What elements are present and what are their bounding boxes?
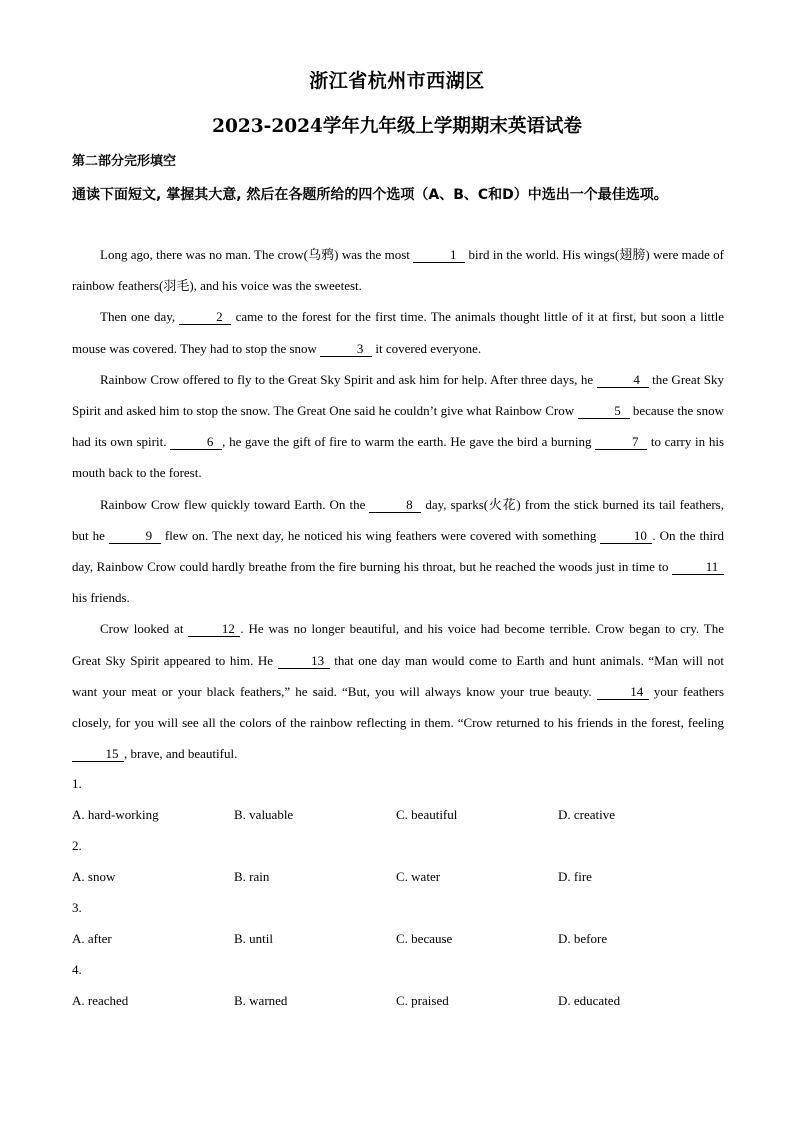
exam-title-year: 2023-2024学年九年级上学期期末英语试卷 <box>212 116 582 137</box>
question-number: 4. <box>72 962 82 977</box>
option-c[interactable]: C. water <box>396 869 441 884</box>
question-number: 1. <box>72 776 82 791</box>
option-d[interactable]: D. educated <box>558 993 621 1008</box>
question-number: 3. <box>72 900 82 915</box>
option-a[interactable]: A. reached <box>72 993 129 1008</box>
blank-3: 3 <box>320 342 372 357</box>
passage-text: . He was no longer beautiful, and his voice had become terrible. Crow began to cry. The Great Sky Spirit appeared to him. He <box>72 621 725 668</box>
passage-text: , he gave the gift of fire to warm the earth. He gave the bird a burning <box>222 434 596 450</box>
option-row <box>72 861 724 892</box>
blank-11: 11 <box>672 560 724 575</box>
section-title: 第二部分完形填空 <box>72 154 177 169</box>
option-d[interactable]: D. before <box>558 931 608 946</box>
option-c[interactable]: C. because <box>396 931 453 946</box>
option-d[interactable]: D. creative <box>558 807 616 822</box>
passage-text: Long ago, there was no man. The crow(乌鸦) was the most <box>100 247 414 262</box>
option-b[interactable]: B. warned <box>234 993 288 1008</box>
exam-title-region: 浙江省杭州市西湖区 <box>309 70 485 92</box>
passage-text: came to the forest for the first time. The animals thought little of it at first, but soon a little mouse was covered. They had to stop the snow <box>72 309 724 356</box>
blank-5: 5 <box>578 404 630 419</box>
passage-paragraph-4 <box>72 489 724 614</box>
passage-text: day, sparks(火花) from the stick burned its tail feathers, but he <box>72 496 724 543</box>
blank-9: 9 <box>109 529 161 544</box>
passage-text: bird in the world. His wings(翅膀) were made of rainbow feathers(羽毛), and his voice was the sweetest. <box>72 247 724 294</box>
passage-paragraph-5 <box>72 613 724 769</box>
passage-paragraph-3 <box>72 364 724 489</box>
blank-15: 15 <box>72 747 124 762</box>
passage-text: to carry in his mouth back to the forest. <box>72 434 725 481</box>
question-3 <box>72 892 724 954</box>
option-row <box>72 799 724 830</box>
blank-8: 8 <box>369 498 421 513</box>
option-d[interactable]: D. fire <box>558 869 592 884</box>
instructions: 通读下面短文, 掌握其大意, 然后在各题所给的四个选项（A、B、C和D）中选出一个最佳选项。 <box>72 187 668 203</box>
blank-4: 4 <box>597 373 649 388</box>
blank-6: 6 <box>170 435 222 450</box>
option-a[interactable]: A. snow <box>72 869 116 884</box>
passage-text: Then one day, <box>100 309 180 325</box>
option-a[interactable]: A. hard-working <box>72 807 159 822</box>
question-2 <box>72 830 724 892</box>
passage-text: it covered everyone. <box>372 340 482 356</box>
question-1 <box>72 768 724 830</box>
option-a[interactable]: A. after <box>72 931 112 946</box>
option-c[interactable]: C. beautiful <box>396 807 458 822</box>
passage-text: because the snow had its own spirit. <box>72 403 725 450</box>
blank-2: 2 <box>179 310 231 325</box>
passage-text: Rainbow Crow offered to fly to the Great Sky Spirit and ask him for help. After three days, he <box>100 371 597 387</box>
passage-paragraph-1 <box>72 239 724 301</box>
blank-1: 1 <box>413 248 465 263</box>
passage-text: , brave, and beautiful. <box>124 746 238 762</box>
blank-7: 7 <box>595 435 647 450</box>
passage-text: that one day man would come to Earth and hunt animals. “Man will not want your meat or your black feathers,” he said. “But, you will always know your true beauty. <box>72 652 724 699</box>
option-c[interactable]: C. praised <box>396 993 449 1008</box>
blank-13: 13 <box>278 654 330 669</box>
blank-14: 14 <box>597 685 649 700</box>
passage-text: his friends. <box>72 590 130 606</box>
question-4 <box>72 954 724 1016</box>
passage-text: Crow looked at <box>100 621 189 637</box>
option-b[interactable]: B. until <box>234 931 274 946</box>
option-b[interactable]: B. rain <box>234 869 270 884</box>
option-b[interactable]: B. valuable <box>234 807 294 822</box>
passage-text: Rainbow Crow flew quickly toward Earth. On the <box>100 496 370 512</box>
cloze-passage <box>72 239 724 769</box>
option-row <box>72 985 724 1016</box>
question-number: 2. <box>72 838 82 853</box>
option-row <box>72 923 724 954</box>
blank-10: 10 <box>600 529 652 544</box>
passage-text: . On the third day, Rainbow Crow could hardly breathe from the fire burning his throat, but he reached the woods just in time to <box>72 527 724 575</box>
passage-text: the Great Sky Spirit and asked him to stop the snow. The Great One said he couldn’t give what Rainbow Crow <box>72 371 724 419</box>
blank-12: 12 <box>188 622 240 637</box>
passage-text: your feathers closely, for you will see all the colors of the rainbow reflecting in them. “Crow returned to his friends in the forest, feeling <box>72 683 725 731</box>
passage-text: flew on. The next day, he noticed his wing feathers were covered with something <box>160 527 601 543</box>
question-list <box>72 768 724 1016</box>
passage-paragraph-2 <box>72 301 724 363</box>
